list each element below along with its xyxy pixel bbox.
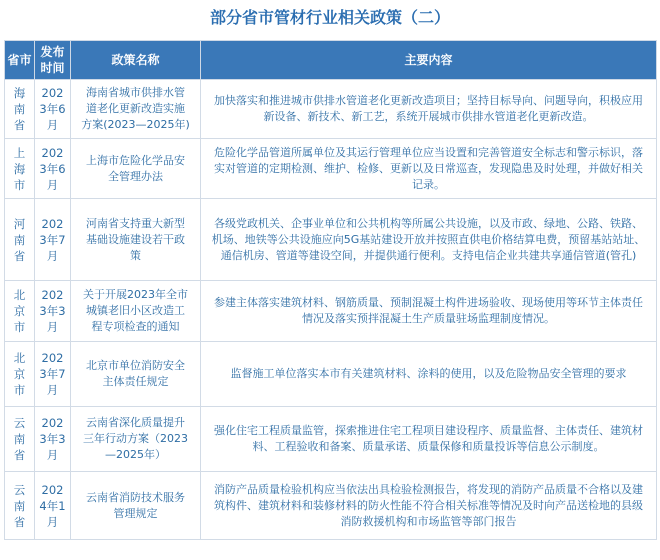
table-row [5,407,657,472]
cell-province: 上海市 [5,139,35,199]
cell-main-content: 加快落实和推进城市供排水管道老化更新改造项目；坚持目标导向、问题导向，积极应用新设备、新技术、新工艺，系统开展城市供排水管道老化更新改造。 [201,80,657,139]
table-row [5,472,657,540]
cell-date: 2023年3月 [35,407,71,472]
cell-province: 云南省 [5,407,35,472]
table-row [5,80,657,139]
header-main-content: 主要内容 [201,41,657,80]
cell-policy-name: 关于开展2023年全市城镇老旧小区改造工程专项检查的通知 [71,281,201,342]
cell-date: 2024年1月 [35,472,71,540]
header-policy-name: 政策名称 [71,41,201,80]
cell-policy-name: 上海市危险化学品安全管理办法 [71,139,201,199]
cell-main-content: 各级党政机关、企事业单位和公共机构等所属公共设施，以及市政、绿地、公路、铁路、机场、地铁等公共设施应向5G基站建设开放并按照直供电价格结算电费，预留基站站址、通信机房、管道等建设空间，并提供通行便利。支持电信企业共建共享通信管道(管孔) [201,199,657,281]
cell-date: 2023年7月 [35,199,71,281]
table-row [5,139,657,199]
table-row [5,199,657,281]
header-date: 发布时间 [35,41,71,80]
cell-province: 云南省 [5,472,35,540]
cell-province: 北京市 [5,342,35,407]
page-title: 部分省市管材行业相关政策（二） [209,8,450,27]
cell-main-content: 监督施工单位落实本市有关建筑材料、涂料的使用，以及危险物品安全管理的要求 [201,342,657,407]
cell-policy-name: 云南省消防技术服务管理规定 [71,472,201,540]
cell-province: 北京市 [5,281,35,342]
cell-policy-name: 北京市单位消防安全主体责任规定 [71,342,201,407]
table-row [5,281,657,342]
table-header-row [5,41,657,80]
cell-date: 2023年6月 [35,139,71,199]
cell-date: 2023年3月 [35,281,71,342]
cell-main-content: 参建主体落实建筑材料、钢筋质量、预制混凝土构件进场验收、现场使用等环节主体责任情况及落实预拌混凝土生产质量驻场监理制度情况。 [201,281,657,342]
cell-policy-name: 海南省城市供排水管道老化更新改造实施方案(2023—2025年) [71,80,201,139]
cell-main-content: 消防产品质量检验机构应当依法出具检验检测报告，将发现的消防产品质量不合格以及建筑构件、建筑材料和装修材料的防火性能不符合相关标准等情况及时向产品送检地的县级消防救援机构和市场监管等部门报告 [201,472,657,540]
cell-date: 2023年6月 [35,80,71,139]
cell-province: 河南省 [5,199,35,281]
header-province: 省市 [5,41,35,80]
table-row [5,342,657,407]
cell-policy-name: 云南省深化质量提升三年行动方案（2023—2025年） [71,407,201,472]
cell-policy-name: 河南省支持重大新型基础设施建设若干政策 [71,199,201,281]
cell-province: 海南省 [5,80,35,139]
policy-table [4,40,657,540]
cell-date: 2023年7月 [35,342,71,407]
cell-main-content: 危险化学品管道所属单位及其运行管理单位应当设置和完善管道安全标志和警示标识，落实对管道的定期检测、维护、检修、更新以及日常巡查，发现隐患及时处理，并做好相关记录。 [201,139,657,199]
cell-main-content: 强化住宅工程质量监管，探索推进住宅工程项目建设程序、质量监督、主体责任、建筑材料、工程验收和备案、质量承诺、质量保修和质量投诉等信息公示制度。 [201,407,657,472]
